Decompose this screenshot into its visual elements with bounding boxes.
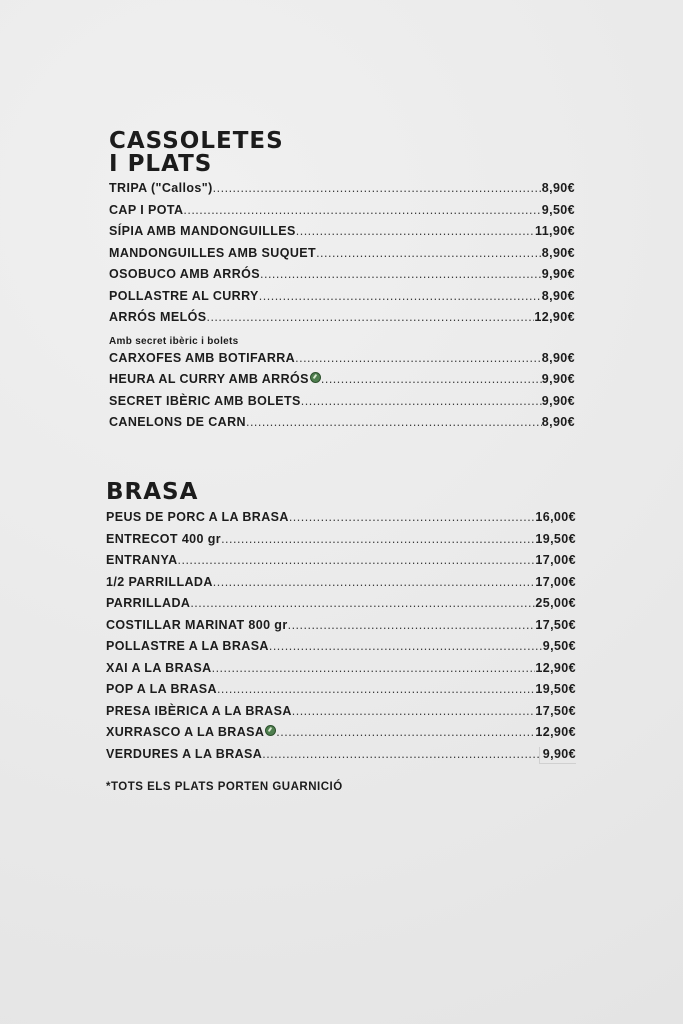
menu-item	[106, 618, 576, 640]
brasa-section	[106, 481, 576, 768]
leader-dots	[212, 661, 536, 675]
menu-item	[106, 553, 576, 575]
item-name: POP A LA BRASA	[106, 682, 217, 696]
item-name-wrap	[109, 372, 321, 386]
item-price: 19,50€	[535, 531, 576, 546]
leader-dots	[296, 224, 535, 238]
item-name: XURRASCO A LA BRASA	[106, 725, 265, 739]
menu-item	[109, 181, 575, 203]
leader-dots	[260, 267, 542, 281]
item-price: 17,00€	[535, 574, 576, 589]
leader-dots	[206, 310, 534, 324]
item-name-wrap	[106, 725, 276, 739]
item-name: PARRILLADA	[106, 596, 191, 610]
item-price: 9,90€	[541, 267, 575, 281]
item-name: HEURA AL CURRY AMB ARRÓS	[109, 372, 309, 386]
menu-item	[106, 532, 576, 554]
leader-dots	[316, 246, 542, 260]
item-price: 11,90€	[535, 224, 575, 238]
vegan-leaf-icon	[310, 372, 321, 383]
cassoletes-heading	[109, 130, 575, 176]
item-price: 17,50€	[535, 703, 576, 718]
item-price: 9,90€	[541, 372, 575, 386]
item-price: 25,00€	[535, 596, 576, 610]
item-price: 8,90€	[541, 288, 575, 303]
leader-dots	[276, 725, 535, 739]
leader-dots	[221, 532, 535, 546]
leader-dots	[190, 596, 535, 610]
item-name: ARRÓS MELÓS	[109, 310, 207, 324]
item-name: MANDONGUILLES AMB SUQUET	[109, 245, 317, 260]
menu-item	[109, 372, 575, 394]
item-name: ENTRECOT 400 gr	[106, 531, 222, 546]
menu-item	[109, 415, 575, 437]
menu-item	[106, 510, 576, 532]
menu-item	[109, 246, 575, 268]
item-name: CAP I POTA	[109, 202, 184, 217]
menu-item	[109, 289, 575, 311]
item-name: OSOBUCO AMB ARRÓS	[109, 267, 261, 281]
item-price: 17,00€	[535, 553, 576, 567]
item-price: 19,50€	[535, 682, 576, 696]
leader-dots	[269, 639, 543, 653]
item-price: 12,90€	[535, 725, 576, 739]
item-price: 8,90€	[541, 181, 575, 195]
menu-item	[109, 394, 575, 416]
cassoletes-section	[109, 130, 575, 437]
item-note: Amb secret ibèric i bolets	[109, 335, 239, 347]
leader-dots	[178, 553, 536, 567]
item-price: 8,90€	[541, 350, 575, 365]
menu-item	[106, 639, 576, 661]
menu-item	[106, 725, 576, 747]
item-name: ENTRANYA	[106, 553, 178, 567]
leader-dots	[217, 682, 535, 696]
item-name: SECRET IBÈRIC AMB BOLETS	[109, 393, 301, 408]
leader-dots	[213, 181, 542, 195]
item-price: 9,50€	[542, 639, 576, 653]
item-name: TRIPA ("Callos")	[109, 181, 213, 195]
item-name: XAI A LA BRASA	[106, 660, 212, 675]
item-price: 9,90€	[541, 393, 575, 408]
item-name: POLLASTRE A LA BRASA	[106, 639, 269, 653]
leader-dots	[301, 394, 542, 408]
menu-item	[109, 203, 575, 225]
item-name: CANELONS DE CARN	[109, 415, 246, 429]
menu-item	[106, 575, 576, 597]
leader-dots	[213, 575, 536, 589]
cassoletes-title-line1: CASSOLETES	[109, 128, 284, 154]
menu-item	[109, 351, 575, 373]
leader-dots	[246, 415, 542, 429]
item-name: COSTILLAR MARINAT 800 gr	[106, 617, 288, 632]
item-name: PEUS DE PORC A LA BRASA	[106, 510, 289, 524]
menu-item	[106, 747, 576, 769]
leader-dots	[321, 372, 542, 386]
item-name: SÍPIA AMB MANDONGUILLES	[109, 224, 296, 238]
leader-dots	[292, 704, 536, 718]
menu-item	[109, 310, 575, 332]
menu-item	[106, 704, 576, 726]
menu-item	[109, 224, 575, 246]
menu-item	[109, 267, 575, 289]
item-price: 12,90€	[535, 660, 576, 675]
item-price: 8,90€	[541, 245, 575, 260]
item-name: POLLASTRE AL CURRY	[109, 288, 259, 303]
item-price: 8,90€	[541, 415, 575, 429]
cassoletes-title-line2: I PLATS	[109, 151, 213, 177]
item-name: PRESA IBÈRICA A LA BRASA	[106, 703, 292, 718]
leader-dots	[289, 510, 536, 524]
item-price: 16,00€	[535, 510, 576, 524]
leader-dots	[262, 747, 538, 761]
menu-item	[106, 682, 576, 704]
item-price: 9,50€	[541, 202, 575, 217]
menu-item	[106, 596, 576, 618]
leader-dots	[259, 289, 542, 303]
brasa-heading: BRASA	[106, 479, 199, 505]
vegan-leaf-icon	[265, 725, 276, 736]
item-price: 12,90€	[534, 310, 575, 324]
menu-item	[106, 661, 576, 683]
item-price: 9,90€	[539, 747, 576, 764]
item-price: 17,50€	[535, 617, 576, 632]
item-name: 1/2 PARRILLADA	[106, 574, 213, 589]
leader-dots	[183, 203, 541, 217]
footnote: *TOTS ELS PLATS PORTEN GUARNICIÓ	[106, 781, 343, 793]
item-name: VERDURES A LA BRASA	[106, 746, 263, 761]
item-name: CARXOFES AMB BOTIFARRA	[109, 350, 296, 365]
leader-dots	[295, 351, 542, 365]
leader-dots	[288, 618, 536, 632]
